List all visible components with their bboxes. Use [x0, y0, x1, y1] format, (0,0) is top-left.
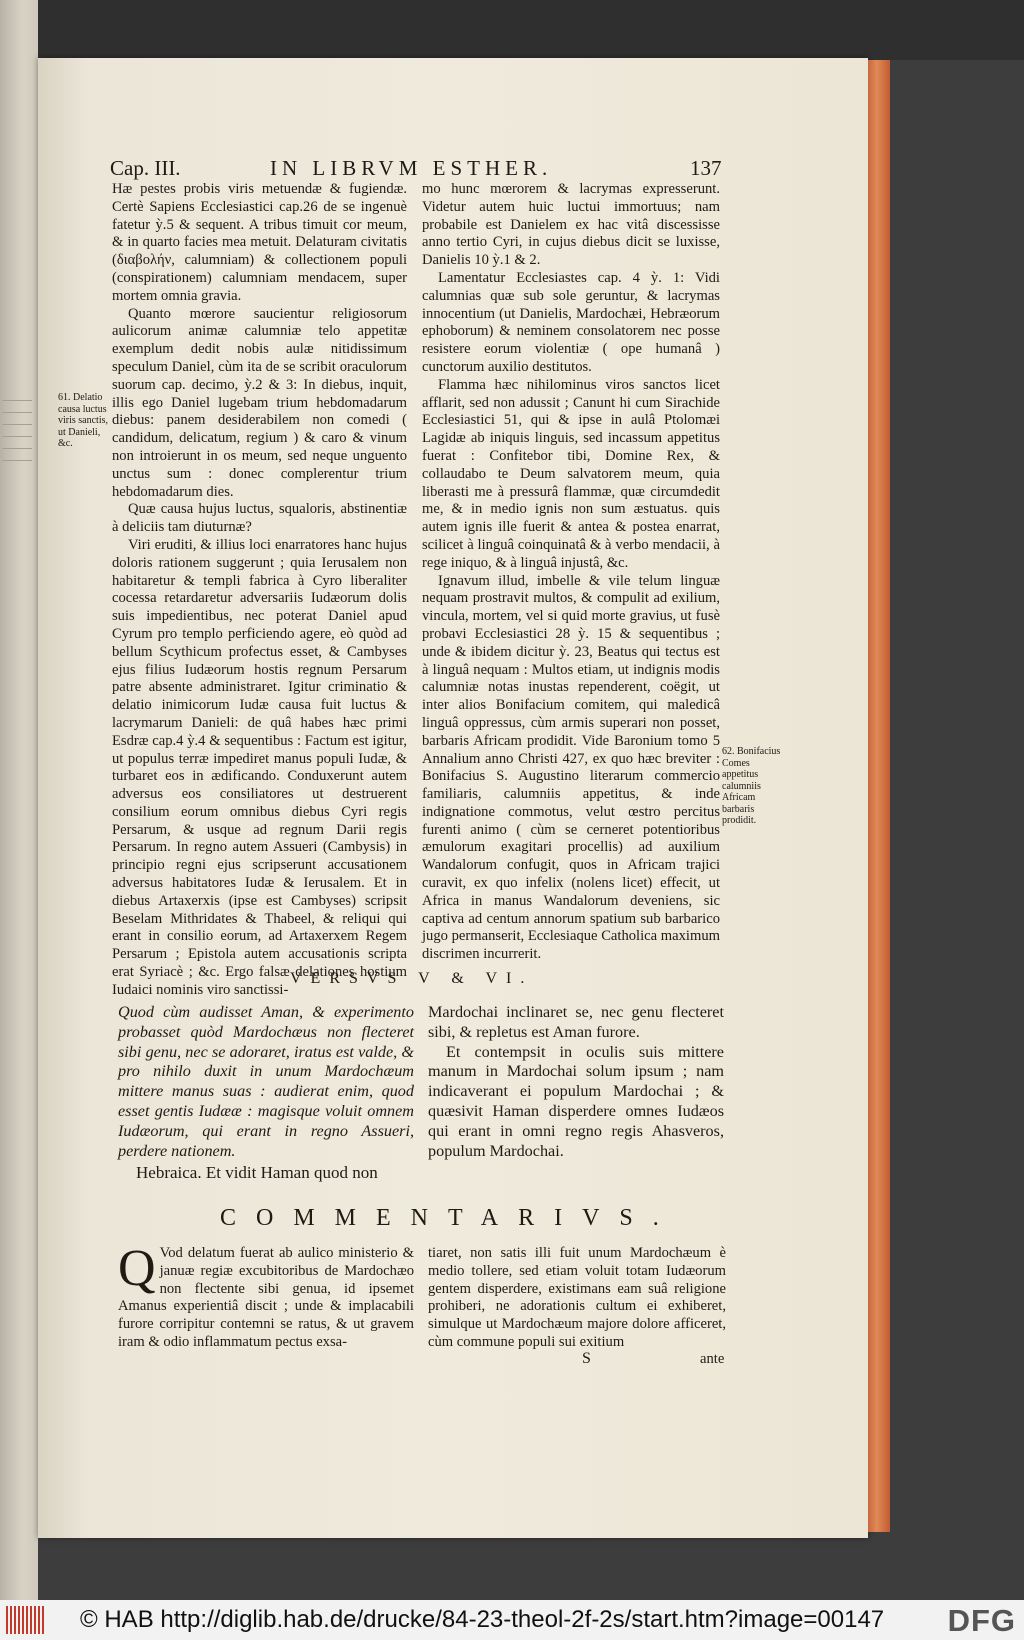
margin-note-62: 62. Bonifacius Comes appetitus calumniis Africam barbaris prodidit. [722, 746, 781, 826]
paragraph: Ignavum illud, imbelle & vile telum linguæ nequam prostravit multos, & compulit ad exilium, vincula, mortem, vel si quid morte gravius, ut fusè probavi Ecclesiastici 28 ỳ. 15 & sequentibus ; unde & ibidem dicitur ỳ. 23, Beatus qui tectus est à linguâ nequam : Multos etiam, ut indignis modis calumniæ notas inustas rependerent, coëgit, ut inter alios Bonifacium comitem, qui maledicâ linguâ oppressus, cùm armis superari non posset, barbaris Africam prodidit. Vide Baronium tomo 5 Annalium anno Christi 427, ex quo hæc breviter : Bonifacius S. Augustino literarum commercio familiaris, calumniis appetitus, & inde indignatione commotus, velut œstro percitus furenti animo ( cùm se cerneret potentioribus æmulorum exagitari procellis) ad auxilium Wandalorum confugit, quos in Africam trajici curavit, ex quo infelix (nolens licet) effecit, ut Africa in manus Wandalorum deveniens, sic captiva ad centum annorum spatium sub barbarico jugo permanserit, Ecclesiaque Catholica maximum discrimen incurrerit. [422, 572, 720, 963]
margin-note-61: 61. Delatio causa luctus viris sanctis, ut Danieli, &c. [58, 392, 108, 449]
text-column-right [422, 181, 720, 964]
dfg-logo: DFG [947, 1603, 1016, 1638]
source-credit: © HAB http://diglib.hab.de/drucke/84-23-theol-2f-2s/start.htm?image=00147 [80, 1606, 885, 1633]
drop-cap: Q [118, 1240, 156, 1297]
paragraph: Et contempsit in oculis suis mittere manum in Mardochai solum ipsum ; nam indicaverant ei populum Mardochai ; & quæsivit Haman disperdere omnes Iudæos qui erant in omni regno regis Ahasveros, populum Mardochai. [428, 1042, 724, 1160]
hebraica-line: Hebraica. Et vidit Haman quod non [136, 1163, 378, 1182]
commentary-text: Vod delatum fuerat ab aulico ministerio & januæ regiæ excubitoribus de Mardochæo non flectente sibi genua, id ipsemet Amanus experientiâ discit ; unde & implacabili furore corripitur contemni se ratus, & ut gravem iram & odio inflammatum pectus exsa- [118, 1245, 414, 1350]
commentary-title: COMMENTARIVS. [220, 1205, 679, 1231]
paragraph: Hæ pestes probis viris metuendæ & fugiendæ. Certè Sapiens Ecclesiastici cap.26 de se ingenuè fatetur ỳ.5 & sequent. A tribus timuit cor meum, & in quarto facies mea metuit. Delaturam civitatis (διαβολήν, calumniam) & collectionem populi (conspirationem) calumniam mendacem, super mortem omnia gravia. [112, 181, 407, 304]
verse-hebrew [428, 1003, 724, 1161]
footer-bar [0, 1600, 1024, 1640]
barcode-icon [6, 1606, 46, 1634]
signature-mark: S [582, 1350, 591, 1367]
paragraph: mo hunc mœrorem & lacrymas expresserunt. Videtur autem huic luctui immortuus; nam probabile est Danielem ex hac vitâ discessisse anno tertio Cyri, in cujus diebus dicit se luxisse, Danielis 10 ỳ.1 & 2. [422, 181, 720, 269]
paragraph: Viri eruditi, & illius loci enarratores hanc hujus doloris rationem suggerunt ; quia Ierusalem non habitaretur & templi fabrica à Cyro liberaliter cocessa retardaretur adversariis Iudæorum dolis suis impedientibus, nec poterat Daniel apud Cyrum pro templo perficiendo agere, eò quòd ad bellum Scythicum profectus esset, & Cambyses ejus filius Iudæorum hostis regnum Persarum patre absente administraret. Igitur criminatio & delatio inimicorum Iudæ causa fuit luctus & lacrymarum Danieli: de quâ habes hæc primi Esdræ cap.4 ỳ.4 & sequentibus : Factum est igitur, ut populus terræ impediret manus populi Iudæ, & turbaret eos in ædificando. Conduxerunt autem adversus eos consiliatores ut destruerent consilium eorum omnibus diebus Cyri regis Persarum, & usque ad regnum Darii regis Persarum. In regno autem Assueri (Cambysis) in principio regni ejus scripserunt accusationem adversus habitatores Iudæ & Ierusalem. Et in diebus Artaxerxis (ipse est Cambyses) scripsit Beselam Mithridates & Thabeel, & reliqui qui erant in consilio eorum, ad Artaxerxem Regem Persarum ; Epistola autem accusationis scripta erat Syriacè ; &c. Ergo falsæ delationes hostium Iudaici nominis viro sanctissi- [112, 536, 407, 998]
commentary-left [118, 1240, 414, 1352]
paragraph: Flamma hæc nihilominus viros sanctos licet afflarit, sed non adussit ; Canunt hi cum Sirachide Ecclesiastici 51, qui & ipse in aulâ Ptolomæi Lagidæ ab iniquis linguis, sed incassum appetitus fuerat : Confitebor tibi, Domine Rex, & collaudabo te Deum salvatorem meum, quia liberasti me à pressurâ flammæ, quæ circumdedit me, & in medio ignis non sum æstuatus. quis autem ignis ille fuerit & antea & postea enarrat, scilicet à linguâ coinquinatâ & à verbo mendacii, à rege iniquo, & à linguâ injustâ, &c. [422, 376, 720, 571]
paragraph: Quanto mœrore saucientur religiosorum aulicorum animæ calumniæ telo appetitæ exemplum dedit nobis aulæ nitidissimum speculum Daniel, cùm ita de se scribit oraculorum suorum cap. decimo, ỳ.2 & 3: In diebus, inquit, illis ego Daniel lugebam trium hebdomadarum diebus: panem desiderabilem non comedi ( candidum, delicatum, regium ) & caro & vinum non introierunt in os meum, sed neque unguento unctus sum : donec complerentur trium hebdomadarum dies. [112, 305, 407, 500]
red-page-edge [868, 60, 890, 1532]
text-column-left [112, 181, 407, 1000]
paragraph: Quæ causa hujus luctus, squaloris, abstinentiæ à deliciis tam diuturnæ? [112, 501, 407, 536]
paragraph: Lamentatur Ecclesiastes cap. 4 ỳ. 1: Vidi calumnias quæ sub sole geruntur, & lacrymas innocentium (ut Danielis, Mardochæi, Hebræorum ephoborum) & neminem consolatorem nec posse resistere eorum violentiæ ( ope humanâ ) cunctorum auxilio destitutos. [422, 269, 720, 375]
page-number: 137 [690, 156, 722, 180]
paragraph: Mardochai inclinaret se, nec genu flecteret sibi, & repletus est Aman furore. [428, 1003, 724, 1041]
facing-page-edge [0, 0, 38, 1600]
background-top [0, 0, 1024, 60]
running-head-title: IN LIBRVM ESTHER. [270, 156, 553, 180]
running-head-chapter: Cap. III. [110, 156, 181, 180]
verse-latin: Quod cùm audisset Aman, & experimento probasset quòd Mardochæus non flecteret sibi genu, nec se adoraret, iratus est valde, & pro nihilo duxit in unum Mardochæum mittere manus suas : audierat enim, quod esset gentis Iudææ : magisque voluit omnem Iudæorum, qui erant in regno Assueri, perdere nationem. [118, 1003, 414, 1160]
catchword: ante [700, 1351, 725, 1367]
commentary-right: tiaret, non satis illi fuit unum Mardochæum è medio tollere, sed etiam voluit totam Iudæorum gentem disperdere, existimans eam suâ religione prohiberi, ne adorationis cultum ei exhiberet, simulque ut Mardochæum majore dolore afficeret, cùm commune populi sui exitium [428, 1245, 726, 1350]
section-title: VERSVS V & VI. [290, 970, 534, 987]
